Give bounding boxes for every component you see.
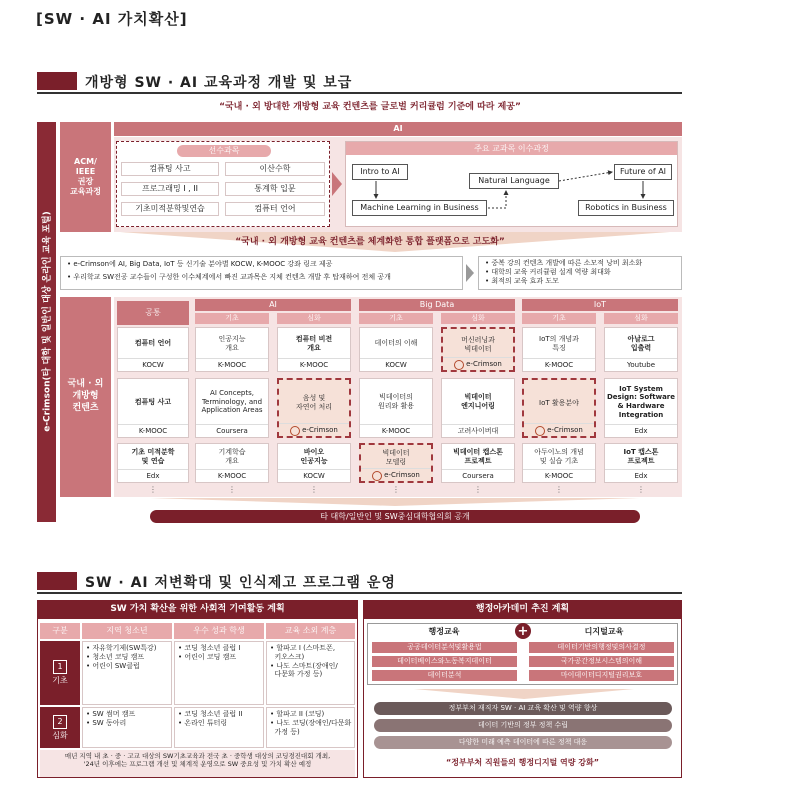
course-source-label: 고려사이버대 [457,426,499,435]
check-circle-icon [290,426,300,436]
course-source [524,423,594,436]
course-source [278,358,350,371]
course-cell [441,443,515,483]
row-label-text: 심화 [52,730,68,740]
course-source-label: Edx [634,426,648,435]
grid-subheader: 기초 [195,313,269,324]
bullet-text: • 중복 강의 컨텐츠 개발에 따른 소모적 낭비 최소화 [485,259,643,267]
ellipsis: ⋮ [228,484,236,494]
step: 데이터 기반의 정부 정책 수립 [374,719,672,732]
col-header: 지역 청소년 [82,623,172,639]
course-title: 아두이노의 개념 및 실습 기초 [534,448,584,465]
program-item: • 자유학기제(SW특강) [86,644,157,652]
section1-title: 개방형 SW · AI 교육과정 개발 및 보급 [85,75,353,91]
course-title: 머신러닝과 빅데이터 [461,335,495,353]
course-source-label: KOCW [303,471,325,480]
grid-subheader: 심화 [277,313,351,324]
section2-title: SW · AI 저변확대 및 인식제고 프로그램 운영 [85,575,396,591]
section1-header [37,69,682,94]
course-cell [522,327,596,372]
edu-right-head: 디지털교육 [584,626,624,636]
prereq-item: 기초미적분학및연습 [121,202,219,216]
course-cell [604,443,678,483]
program-cell [82,641,172,705]
program-item: 가정 등) [270,727,300,736]
course-cell [117,443,189,483]
course-source [360,358,432,371]
bullet-text: • 우리학교 SW전공 교수들이 구성한 이수체계에서 빠진 교과목은 지체 컨텐츠 개발 후 탑재하여 전체 공개 [67,272,391,281]
program-item: • SW 동아리 [86,718,127,727]
course-cell [117,327,189,372]
course-cell [359,443,433,483]
bullet-text: • 대학의 교육 커리큘럼 설계 역량 최대화 [485,267,611,276]
program-item: • SW 썸머 캠프 [86,710,136,718]
ellipsis: ⋮ [474,484,482,494]
course-cell [117,378,189,438]
track-node: Intro to AI [352,164,408,180]
course-title: 음성 및 자연어 처리 [295,394,333,411]
course-cell [522,378,596,438]
ai-bar: AI [114,122,682,136]
page-title: [SW · AI 가치확산] [36,10,188,28]
course-cell [522,443,596,483]
track-node: Robotics in Business [578,200,674,216]
plus-icon: + [515,623,531,639]
course-source [523,469,595,482]
course-title: 빅데이터 엔지니어링 [461,393,495,410]
program-item: • 어린이 SW클럽 [86,661,140,670]
program-item: 다문화 가정 등) [270,670,323,679]
edu-item: 공공데이터분석및활용법 [372,642,517,653]
course-source [196,358,268,371]
edu-item: 데이터분석 [372,670,517,681]
program-cell [266,641,355,705]
grid-subheader: 기초 [522,313,596,324]
course-cell [195,378,269,438]
acm-label: ACM/ IEEE 권장 교육과정 [60,122,111,232]
course-source-label: K-MOOC [544,471,574,480]
edu-left-head: 행정교육 [428,626,460,636]
section1-swatch [37,72,77,90]
footer-bar: 타 대학/일반인 및 SW중심대학협의회 공개 [150,510,640,523]
course-title: 컴퓨터 언어 [134,339,172,348]
course-title: 아날로그 입출력 [627,334,655,352]
row-number-icon: 1 [53,660,67,674]
course-title: 빅데이터 모델링 [382,449,410,466]
arrow-icon [332,172,342,196]
col-header: 우수 성과 학생 [174,623,264,639]
ellipsis: ⋮ [149,484,157,494]
program-item: • 나도 코딩(장애인/다문화 [270,718,352,727]
left-panel-title: SW 가치 확산을 위한 사회적 기여활동 계획 [38,601,357,619]
grid-header-bigdata: Big Data [359,299,515,311]
program-item: • 온라인 튜터링 [178,718,228,727]
section2-header [37,569,682,594]
col-header: 교육 소외 계층 [266,623,355,639]
course-cell [277,327,351,372]
bottom-note [40,750,355,777]
course-source [442,469,514,482]
edu-item: 데이터기반의행정및의사결정 [529,642,674,653]
prereq-item: 통계학 입문 [225,182,325,196]
prereq-box [116,141,330,227]
section2-swatch [37,572,77,590]
right-panel-title: 행정아카데미 추진 계획 [364,601,681,619]
course-source-label: K-MOOC [544,360,574,369]
ellipsis: ⋮ [555,484,563,494]
vertical-label-bar [37,122,56,522]
course-title: IoT System Design: Software & Hardware Integration [607,384,675,419]
course-source [360,424,432,437]
course-cell [359,327,433,372]
program-item: • 나도 스마트(장애인/ [270,661,338,670]
ellipsis: ⋮ [392,484,400,494]
note-line: '24년 이후에는 프로그램 개선 및 체계적 운영으로 SW 중요성 및 가치 확산 예정 [83,760,312,769]
course-cell [604,378,678,438]
program-item: • 코딩 청소년 클럽 II [178,710,243,718]
course-title: 기초 미적분학 및 연습 [131,448,175,465]
course-source-label: Youtube [627,360,655,369]
grid-header-ai: AI [195,299,351,311]
arrow-icon [466,264,474,282]
course-title: 빅데이터 캡스톤 프로젝트 [453,448,503,465]
bullets-right-box [478,256,682,290]
chevron-down-icon [414,689,634,699]
program-item: • 할파고 II (코딩) [270,710,325,718]
chevron-down-icon [150,498,640,506]
course-source-label: KOCW [142,360,164,369]
program-cell [174,641,264,705]
check-circle-icon [372,471,382,481]
grid-header-common: 공통 [117,301,189,325]
bullet-text: • e-Crimson에 AI, Big Data, IoT 등 신기술 분야별 KOCW, K-MOOC 강좌 링크 제공 [67,260,333,268]
grid-subheader: 기초 [359,313,433,324]
bullets-left-box [60,256,463,290]
course-source [361,468,431,481]
program-cell [266,707,355,748]
prereq-item: 컴퓨터 언어 [225,202,325,216]
course-source-label: e-Crimson [302,425,338,434]
course-source-label: K-MOOC [217,360,247,369]
course-source [523,358,595,371]
course-cell [277,443,351,483]
track-node: Future of AI [614,164,672,180]
program-item: • 코딩 청소년 클럽 I [178,644,241,652]
course-title: IoT 활용분야 [539,398,579,407]
right-slogan: “정부부처 직원들의 행정디지털 역량 강화” [445,758,600,767]
course-cell [441,327,515,372]
track-node: Natural Language [469,173,559,189]
grid-subheader: 심화 [441,313,515,324]
course-cell [359,378,433,438]
course-source [118,469,188,482]
edu-item: 마이데이터디지털권리보호 [529,670,674,681]
program-cell [82,707,172,748]
prereq-item: 컴퓨팅 사고 [121,162,219,176]
course-source-label: K-MOOC [138,426,168,435]
row-number-icon: 2 [53,715,67,729]
course-title: 기계학습 개요 [218,448,246,465]
check-circle-icon [454,360,464,370]
main-track-box [345,141,678,227]
course-title: 인공지능 개요 [218,334,246,352]
slogan-platform: “국내 · 외 개방형 교육 컨텐츠를 체계화한 통합 플랫폼으로 고도화” [235,237,505,248]
prereq-item: 프로그래밍 I , II [121,182,219,196]
program-cell [174,707,264,748]
ellipsis: ⋮ [310,484,318,494]
right-panel [363,600,682,778]
ellipsis: ⋮ [637,484,645,494]
course-source-label: Coursera [216,426,248,435]
course-source-label: e-Crimson [466,359,502,368]
course-title: 컴퓨터 비전 개요 [295,334,333,352]
left-panel [37,600,358,778]
course-source [118,424,188,437]
course-source [442,424,514,437]
prereq-item: 이산수학 [225,162,325,176]
course-source [443,357,513,370]
course-cell [604,327,678,372]
course-source-label: K-MOOC [217,471,247,480]
course-title: 데이터의 이해 [374,339,418,348]
course-source [605,424,677,437]
course-title: 빅데이터의 원리와 활용 [377,393,415,410]
row-label [40,641,80,705]
course-cell [195,327,269,372]
course-title: AI Concepts, Terminology, and Application Areas [201,388,263,415]
program-item: • 청소년 코딩 캠프 [86,652,145,661]
grid-subheader: 심화 [604,313,678,324]
course-source [196,424,268,437]
course-cell [195,443,269,483]
step: 정부부처 재직자 SW · AI 교육 확산 및 역량 향상 [374,702,672,715]
bullet-text: • 최적의 교육 효과 도모 [485,276,559,285]
row-label-text: 기초 [52,676,68,685]
course-source [118,358,188,371]
course-source-label: e-Crimson [384,470,420,479]
main-track-title: 주요 교과목 이수과정 [346,142,677,155]
course-source [605,469,677,482]
course-source [605,358,677,371]
edu-item: 국가공간정보시스템의이해 [529,656,674,667]
course-source-label: K-MOOC [299,360,329,369]
track-node: Machine Learning in Business [352,200,487,216]
course-source [196,469,268,482]
course-source-label: KOCW [385,360,407,369]
track-arrows [346,142,677,227]
course-cell [277,378,351,438]
vertical-label: e-Crimson(타 대학 및 일반인 대상 온라인 교육 포털) [42,211,53,432]
course-source [278,469,350,482]
course-source [279,423,349,436]
course-source-label: K-MOOC [381,426,411,435]
row-label [40,707,80,748]
program-item: 키오스크) [270,652,305,661]
edu-item: 데이터베이스와노동복지데이터 [372,656,517,667]
course-source-label: Coursera [462,471,494,480]
course-source-label: Edx [634,471,648,480]
check-circle-icon [535,426,545,436]
content-label: 국내 · 외 개방형 컨텐츠 [60,297,111,497]
program-item: • 할파고 I (스마트폰, [270,644,336,652]
course-source-label: Edx [146,471,160,480]
grid-header-iot: IoT [522,299,678,311]
step: 다양한 미래 예측 데이터에 따른 정책 대응 [374,736,672,749]
course-source-label: e-Crimson [547,425,583,434]
course-cell [441,378,515,438]
col-header: 구분 [40,623,80,639]
slogan-global: “국내 · 외 방대한 개방형 교육 컨텐츠를 글로벌 커리큘럼 기준에 따라 제공” [219,102,521,113]
prereq-title: 선수과목 [177,145,271,157]
note-line: 매년 지역 내 초 · 중 · 고교 대상의 SW기초교육과 전국 초 · 중학생 대상의 코딩경진대회 개최, [64,752,331,760]
course-title: IoT 캡스톤 프로젝트 [623,448,659,465]
course-title: 컴퓨팅 사고 [134,397,172,406]
program-item: • 어린이 코딩 캠프 [178,652,237,661]
course-title: IoT의 개념과 특징 [539,334,579,352]
course-title: 바이오 인공지능 [300,448,328,465]
